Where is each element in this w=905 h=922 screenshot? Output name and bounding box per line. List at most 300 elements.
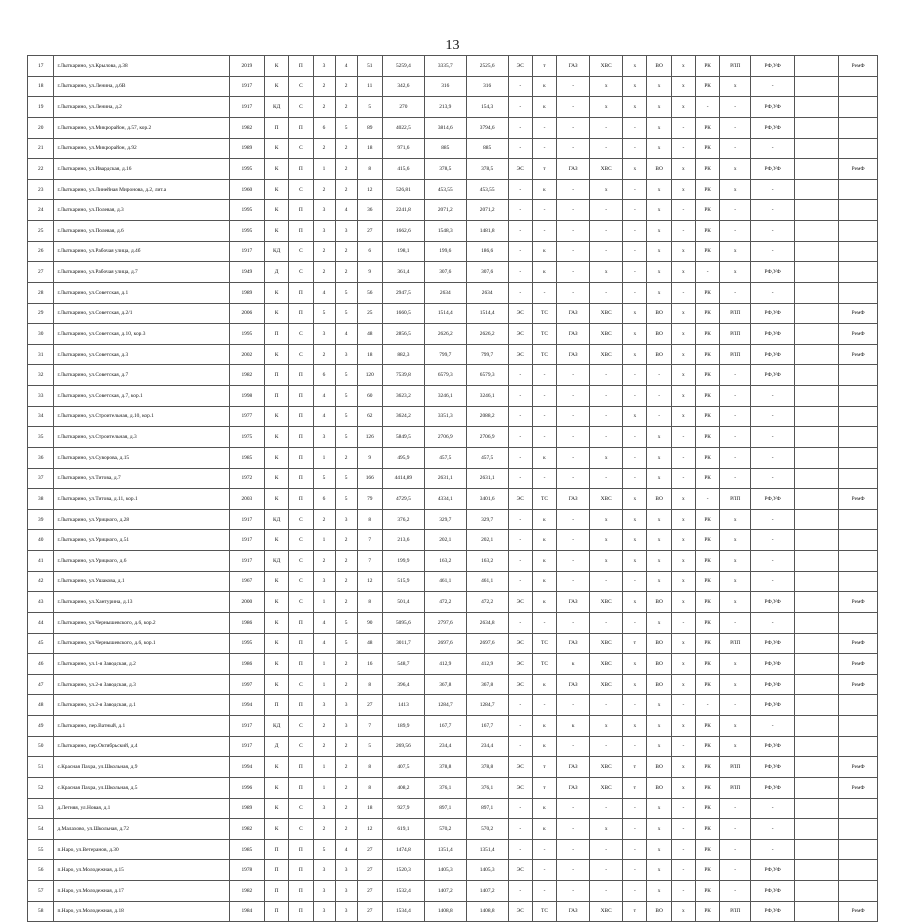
table-cell: к bbox=[532, 798, 556, 819]
table-cell: - bbox=[751, 241, 795, 262]
table-cell: П bbox=[289, 427, 313, 448]
row-number-cell: 33 bbox=[28, 386, 54, 407]
table-cell: 2 bbox=[313, 344, 335, 365]
table-cell: 163,2 bbox=[424, 551, 466, 572]
table-row bbox=[28, 159, 878, 180]
table-cell: ХВС bbox=[590, 777, 623, 798]
table-cell: П bbox=[289, 777, 313, 798]
table-cell: - bbox=[695, 262, 719, 283]
table-cell: к bbox=[532, 592, 556, 613]
table-cell: РК bbox=[695, 592, 719, 613]
table-cell: РК bbox=[695, 509, 719, 530]
table-cell: 367,8 bbox=[466, 674, 508, 695]
table-cell: 4 bbox=[313, 612, 335, 633]
table-cell: х bbox=[720, 262, 751, 283]
table-cell: РК bbox=[695, 282, 719, 303]
table-cell: х bbox=[671, 716, 695, 737]
table-cell: ГАЗ bbox=[557, 159, 590, 180]
table-cell: 154,3 bbox=[466, 97, 508, 118]
table-cell: - bbox=[508, 839, 532, 860]
table-cell: 2 bbox=[335, 592, 357, 613]
address-cell: г.Лыткарино, ул.Крылова, д.38 bbox=[54, 56, 229, 77]
table-cell: 1984 bbox=[229, 901, 264, 922]
table-cell: 1917 bbox=[229, 241, 264, 262]
table-cell: 619,1 bbox=[382, 819, 424, 840]
table-cell: 307,6 bbox=[424, 262, 466, 283]
table-cell: 6579,3 bbox=[424, 365, 466, 386]
table-cell: 2 bbox=[313, 138, 335, 159]
table-cell: - bbox=[508, 881, 532, 902]
table-cell bbox=[795, 530, 839, 551]
table-cell: П bbox=[289, 117, 313, 138]
table-cell: - bbox=[720, 798, 751, 819]
table-cell: 316 bbox=[424, 76, 466, 97]
table-cell: - bbox=[671, 695, 695, 716]
table-cell: - bbox=[557, 117, 590, 138]
table-cell: т bbox=[623, 901, 647, 922]
table-cell: х bbox=[590, 716, 623, 737]
table-cell: 1917 bbox=[229, 530, 264, 551]
table-cell: - bbox=[557, 468, 590, 489]
table-cell bbox=[795, 159, 839, 180]
table-cell: к bbox=[532, 571, 556, 592]
table-cell bbox=[795, 97, 839, 118]
table-cell: - bbox=[508, 468, 532, 489]
table-cell: - bbox=[532, 406, 556, 427]
table-cell: к bbox=[557, 654, 590, 675]
table-cell bbox=[839, 179, 878, 200]
table-cell: 3623,2 bbox=[382, 386, 424, 407]
table-cell: 378,8 bbox=[466, 757, 508, 778]
table-cell: - bbox=[623, 881, 647, 902]
table-cell: 3624,2 bbox=[382, 406, 424, 427]
table-cell: - bbox=[671, 612, 695, 633]
table-cell: 1997 bbox=[229, 674, 264, 695]
table-cell: 1 bbox=[313, 447, 335, 468]
table-cell: - bbox=[508, 530, 532, 551]
table-cell: 3794,6 bbox=[466, 117, 508, 138]
table-cell: - bbox=[671, 860, 695, 881]
table-cell: х bbox=[647, 200, 671, 221]
table-cell: 1514,4 bbox=[466, 303, 508, 324]
table-cell: х bbox=[671, 530, 695, 551]
table-cell: 126 bbox=[357, 427, 382, 448]
table-cell: ХВС bbox=[590, 633, 623, 654]
table-cell: х bbox=[590, 262, 623, 283]
address-cell: г.Лыткарино, ул.Советская, д.2/1 bbox=[54, 303, 229, 324]
table-cell: П bbox=[265, 117, 289, 138]
table-cell: - bbox=[532, 365, 556, 386]
table-cell: - bbox=[508, 262, 532, 283]
table-cell: С bbox=[289, 819, 313, 840]
table-cell: 1532,4 bbox=[382, 881, 424, 902]
table-cell: 1284,7 bbox=[424, 695, 466, 716]
table-cell: 3814,6 bbox=[424, 117, 466, 138]
table-cell: х bbox=[647, 860, 671, 881]
table-cell: 4 bbox=[335, 200, 357, 221]
table-cell: П bbox=[265, 839, 289, 860]
table-cell: 515,9 bbox=[382, 571, 424, 592]
table-cell: - bbox=[590, 241, 623, 262]
table-cell: ВО bbox=[647, 303, 671, 324]
table-cell: ТС bbox=[532, 324, 556, 345]
table-cell: ТС bbox=[532, 303, 556, 324]
table-cell: - bbox=[557, 386, 590, 407]
table-cell: к bbox=[532, 97, 556, 118]
table-cell: 2019 bbox=[229, 56, 264, 77]
table-cell: х bbox=[623, 344, 647, 365]
table-row bbox=[28, 262, 878, 283]
table-cell: РФ,УФ bbox=[751, 633, 795, 654]
address-cell: д.Малахово, ул.Школьная, д.72 bbox=[54, 819, 229, 840]
table-cell bbox=[795, 386, 839, 407]
table-cell: ХВС bbox=[590, 757, 623, 778]
table-cell: П bbox=[289, 860, 313, 881]
address-cell: г.Лыткарино, ул.Полевая, д.3 bbox=[54, 200, 229, 221]
table-cell: х bbox=[671, 551, 695, 572]
table-cell: 27 bbox=[357, 901, 382, 922]
table-cell: - bbox=[508, 179, 532, 200]
table-cell: РК bbox=[695, 406, 719, 427]
table-cell: х bbox=[720, 592, 751, 613]
table-cell: К bbox=[265, 654, 289, 675]
table-cell: к bbox=[532, 179, 556, 200]
table-cell: 2 bbox=[335, 819, 357, 840]
table-cell: 548,7 bbox=[382, 654, 424, 675]
table-cell bbox=[795, 757, 839, 778]
table-cell: 4022,5 bbox=[382, 117, 424, 138]
table-cell: х bbox=[590, 179, 623, 200]
table-cell: РЛП bbox=[720, 56, 751, 77]
table-cell: 461,1 bbox=[424, 571, 466, 592]
table-cell: РК bbox=[695, 365, 719, 386]
table-cell: - bbox=[532, 612, 556, 633]
table-cell: К bbox=[265, 819, 289, 840]
table-cell: 269,56 bbox=[382, 736, 424, 757]
table-cell: - bbox=[623, 179, 647, 200]
table-cell: ЭС bbox=[508, 777, 532, 798]
table-cell: РФ,УФ bbox=[751, 654, 795, 675]
row-number-cell: 25 bbox=[28, 221, 54, 242]
table-cell: ВО bbox=[647, 674, 671, 695]
table-row bbox=[28, 695, 878, 716]
table-cell: 3 bbox=[335, 881, 357, 902]
table-cell: 1 bbox=[313, 530, 335, 551]
row-number-cell: 45 bbox=[28, 633, 54, 654]
address-cell: г.Лыткарино, ул.Чернышевского, д.6, кор.2 bbox=[54, 612, 229, 633]
table-cell: С bbox=[289, 138, 313, 159]
table-cell: ХВС bbox=[590, 56, 623, 77]
table-cell: РемФ bbox=[839, 592, 878, 613]
table-cell: 2 bbox=[313, 736, 335, 757]
row-number-cell: 41 bbox=[28, 551, 54, 572]
table-cell: - bbox=[557, 241, 590, 262]
table-cell: С bbox=[289, 179, 313, 200]
table-cell: - bbox=[751, 138, 795, 159]
table-cell: 1989 bbox=[229, 798, 264, 819]
table-cell: 1413 bbox=[382, 695, 424, 716]
table-cell: - bbox=[557, 76, 590, 97]
table-cell: 5849,5 bbox=[382, 427, 424, 448]
table-cell: - bbox=[590, 798, 623, 819]
row-number-cell: 19 bbox=[28, 97, 54, 118]
table-cell bbox=[839, 612, 878, 633]
table-cell: х bbox=[720, 530, 751, 551]
table-cell: 166 bbox=[357, 468, 382, 489]
table-cell: 36 bbox=[357, 200, 382, 221]
table-cell: х bbox=[623, 654, 647, 675]
table-cell: РК bbox=[695, 757, 719, 778]
table-cell: х bbox=[647, 117, 671, 138]
table-cell: 3011,7 bbox=[382, 633, 424, 654]
table-cell: К bbox=[265, 447, 289, 468]
table-cell: С bbox=[289, 241, 313, 262]
table-cell: 407,5 bbox=[382, 757, 424, 778]
table-cell: ГАЗ bbox=[557, 777, 590, 798]
row-number-cell: 43 bbox=[28, 592, 54, 613]
table-cell: - bbox=[590, 468, 623, 489]
table-cell: РФ,УФ bbox=[751, 159, 795, 180]
table-cell: РемФ bbox=[839, 344, 878, 365]
table-cell: РемФ bbox=[839, 674, 878, 695]
table-cell: 3 bbox=[313, 881, 335, 902]
table-cell: 4 bbox=[313, 406, 335, 427]
table-cell: 408,2 bbox=[382, 777, 424, 798]
table-cell: - bbox=[508, 427, 532, 448]
table-cell: х bbox=[647, 736, 671, 757]
table-row bbox=[28, 633, 878, 654]
table-cell: х bbox=[671, 777, 695, 798]
row-number-cell: 37 bbox=[28, 468, 54, 489]
table-cell: - bbox=[508, 736, 532, 757]
table-cell: т bbox=[532, 159, 556, 180]
address-cell: г.Лыткарино, ул.2-я Заводская, д.3 bbox=[54, 674, 229, 695]
table-cell: РК bbox=[695, 324, 719, 345]
table-cell: х bbox=[720, 571, 751, 592]
row-number-cell: 30 bbox=[28, 324, 54, 345]
table-cell: 453,55 bbox=[424, 179, 466, 200]
table-cell: П bbox=[289, 200, 313, 221]
table-cell: 2071,2 bbox=[424, 200, 466, 221]
table-cell: т bbox=[532, 56, 556, 77]
table-cell: - bbox=[590, 221, 623, 242]
table-cell: х bbox=[647, 819, 671, 840]
table-cell: 5259,4 bbox=[382, 56, 424, 77]
table-cell bbox=[839, 447, 878, 468]
table-cell: 1996 bbox=[229, 777, 264, 798]
table-cell: - bbox=[623, 386, 647, 407]
table-cell bbox=[839, 530, 878, 551]
table-cell: РК bbox=[695, 860, 719, 881]
table-cell: - bbox=[647, 406, 671, 427]
table-cell: К bbox=[265, 468, 289, 489]
table-cell: 2706,9 bbox=[466, 427, 508, 448]
row-number-cell: 48 bbox=[28, 695, 54, 716]
table-cell: 2 bbox=[335, 551, 357, 572]
row-number-cell: 35 bbox=[28, 427, 54, 448]
table-cell: - bbox=[720, 138, 751, 159]
table-cell: 376,2 bbox=[382, 509, 424, 530]
table-cell: 3 bbox=[335, 509, 357, 530]
table-cell: - bbox=[751, 551, 795, 572]
table-cell: х bbox=[647, 447, 671, 468]
table-cell: 2 bbox=[335, 241, 357, 262]
table-cell: ХВС bbox=[590, 159, 623, 180]
table-cell: - bbox=[720, 881, 751, 902]
table-cell: 1989 bbox=[229, 138, 264, 159]
table-row bbox=[28, 509, 878, 530]
table-cell: - bbox=[623, 241, 647, 262]
table-cell: 2797,6 bbox=[424, 612, 466, 633]
table-cell: х bbox=[720, 551, 751, 572]
table-cell: - bbox=[751, 179, 795, 200]
table-cell: к bbox=[532, 262, 556, 283]
address-cell: д.Летняя, ул.Новая, д.1 bbox=[54, 798, 229, 819]
table-cell: С bbox=[289, 798, 313, 819]
table-cell: - bbox=[532, 427, 556, 448]
table-cell: 27 bbox=[357, 221, 382, 242]
table-cell: - bbox=[508, 76, 532, 97]
table-row bbox=[28, 221, 878, 242]
table-cell: 7539,8 bbox=[382, 365, 424, 386]
table-cell: ВО bbox=[647, 592, 671, 613]
table-cell: РемФ bbox=[839, 56, 878, 77]
table-cell: РФ,УФ bbox=[751, 262, 795, 283]
table-cell: - bbox=[590, 117, 623, 138]
table-cell: ТС bbox=[532, 654, 556, 675]
table-row bbox=[28, 839, 878, 860]
table-cell: 1660,5 bbox=[382, 303, 424, 324]
table-cell: х bbox=[671, 365, 695, 386]
table-cell: 202,1 bbox=[466, 530, 508, 551]
table-cell bbox=[839, 819, 878, 840]
table-cell: С bbox=[289, 674, 313, 695]
table-cell: 1975 bbox=[229, 427, 264, 448]
table-cell: РК bbox=[695, 76, 719, 97]
table-cell: 1917 bbox=[229, 551, 264, 572]
table-cell: С bbox=[289, 76, 313, 97]
table-row bbox=[28, 674, 878, 695]
address-cell: г.Лыткарино, ул.Микрорайон, д.92 bbox=[54, 138, 229, 159]
table-cell: 120 bbox=[357, 365, 382, 386]
table-cell: С bbox=[289, 571, 313, 592]
row-number-cell: 22 bbox=[28, 159, 54, 180]
table-cell: 3 bbox=[335, 901, 357, 922]
table-cell: 1 bbox=[313, 674, 335, 695]
table-cell: - bbox=[751, 386, 795, 407]
table-cell: 4 bbox=[313, 386, 335, 407]
address-cell: п.Наро, ул.Молодежная, д.15 bbox=[54, 860, 229, 881]
table-cell: - bbox=[751, 839, 795, 860]
table-cell: 25 bbox=[357, 303, 382, 324]
table-cell: К bbox=[265, 777, 289, 798]
table-cell: х bbox=[647, 551, 671, 572]
table-cell bbox=[795, 262, 839, 283]
table-cell: 897,1 bbox=[466, 798, 508, 819]
table-cell: 1978 bbox=[229, 860, 264, 881]
table-row bbox=[28, 819, 878, 840]
table-cell: ЭС bbox=[508, 633, 532, 654]
address-cell: г.Лыткарино, ул.Полевая, д.6 bbox=[54, 221, 229, 242]
table-cell: - bbox=[532, 839, 556, 860]
table-cell: ХВС bbox=[590, 344, 623, 365]
table-cell: 5 bbox=[335, 633, 357, 654]
table-cell: 2002 bbox=[229, 344, 264, 365]
table-cell: 1520,3 bbox=[382, 860, 424, 881]
table-cell bbox=[839, 386, 878, 407]
housing-stock-table bbox=[27, 55, 878, 922]
table-cell: П bbox=[289, 282, 313, 303]
table-cell: х bbox=[671, 901, 695, 922]
table-cell: РЛП bbox=[720, 344, 751, 365]
table-cell: 48 bbox=[357, 324, 382, 345]
table-cell bbox=[795, 860, 839, 881]
table-cell: 234,4 bbox=[424, 736, 466, 757]
table-cell: - bbox=[671, 221, 695, 242]
row-number-cell: 57 bbox=[28, 881, 54, 902]
table-cell: ЭС bbox=[508, 324, 532, 345]
table-cell: 2 bbox=[335, 530, 357, 551]
row-number-cell: 47 bbox=[28, 674, 54, 695]
table-cell: х bbox=[623, 406, 647, 427]
table-cell: х bbox=[647, 76, 671, 97]
table-cell bbox=[795, 447, 839, 468]
table-cell: 167,7 bbox=[466, 716, 508, 737]
table-cell: х bbox=[671, 406, 695, 427]
table-cell: - bbox=[557, 138, 590, 159]
row-number-cell: 42 bbox=[28, 571, 54, 592]
address-cell: г.Лыткарино, ул.Советская, д.10, кор.3 bbox=[54, 324, 229, 345]
table-cell: К bbox=[265, 282, 289, 303]
table-cell: 2525,6 bbox=[466, 56, 508, 77]
table-cell: х bbox=[720, 241, 751, 262]
row-number-cell: 55 bbox=[28, 839, 54, 860]
table-cell: 501,4 bbox=[382, 592, 424, 613]
table-row bbox=[28, 303, 878, 324]
table-cell: х bbox=[647, 798, 671, 819]
page-number: 13 bbox=[445, 38, 460, 53]
table-cell: 1514,4 bbox=[424, 303, 466, 324]
table-cell bbox=[795, 241, 839, 262]
table-cell: РК bbox=[695, 117, 719, 138]
table-cell: Д bbox=[265, 262, 289, 283]
table-cell: 2 bbox=[335, 798, 357, 819]
table-cell: ВО bbox=[647, 324, 671, 345]
table-cell bbox=[795, 365, 839, 386]
table-cell: х bbox=[671, 97, 695, 118]
table-cell: РК bbox=[695, 633, 719, 654]
table-cell: 7 bbox=[357, 716, 382, 737]
table-cell: - bbox=[508, 509, 532, 530]
table-cell: 396,4 bbox=[382, 674, 424, 695]
table-row bbox=[28, 324, 878, 345]
table-cell: - bbox=[720, 860, 751, 881]
row-number-cell: 29 bbox=[28, 303, 54, 324]
table-cell: 199,6 bbox=[424, 241, 466, 262]
table-cell: 4729,5 bbox=[382, 489, 424, 510]
table-cell: РФ,УФ bbox=[751, 303, 795, 324]
table-cell bbox=[839, 839, 878, 860]
table-cell: 270 bbox=[382, 97, 424, 118]
row-number-cell: 21 bbox=[28, 138, 54, 159]
table-cell: - bbox=[695, 97, 719, 118]
table-cell: 3 bbox=[313, 427, 335, 448]
table-cell: РК bbox=[695, 530, 719, 551]
table-cell: - bbox=[671, 839, 695, 860]
table-cell: 1994 bbox=[229, 695, 264, 716]
table-cell: 1662,6 bbox=[382, 221, 424, 242]
table-cell: П bbox=[289, 303, 313, 324]
